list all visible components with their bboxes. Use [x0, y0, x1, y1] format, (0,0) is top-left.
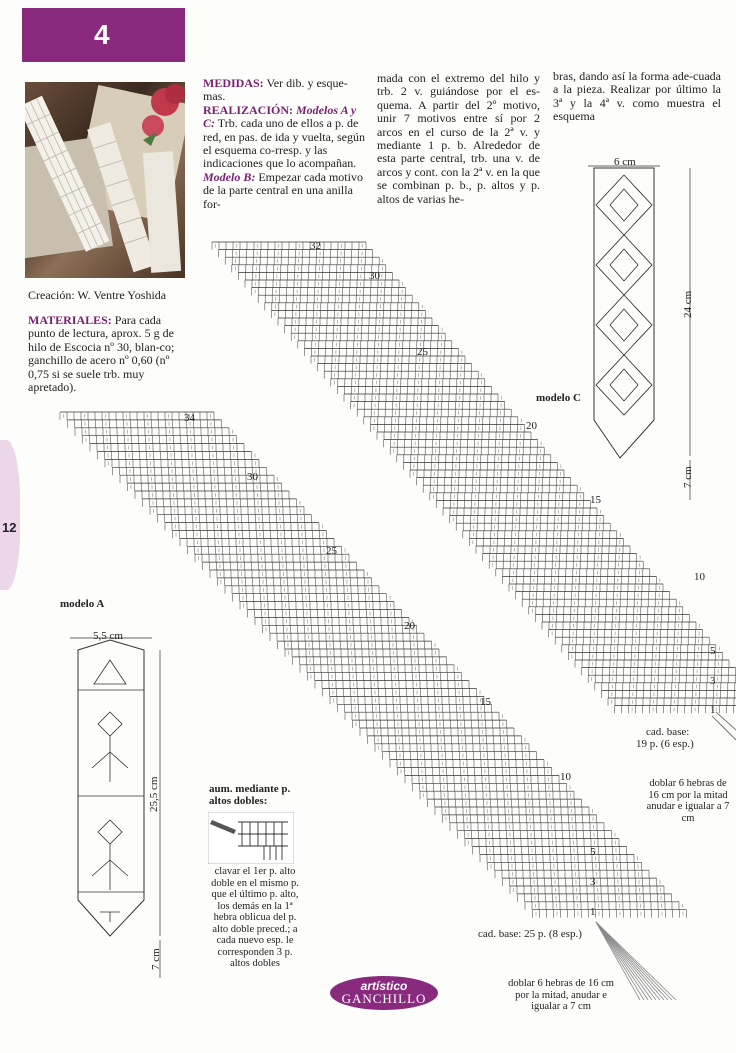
- chart-b-row-label: 1: [710, 704, 716, 716]
- modelo-c-length: 24 cm: [682, 290, 694, 318]
- modelo-c-tail: 7 cm: [682, 466, 694, 488]
- credit: Creación: W. Ventre Yoshida: [28, 288, 167, 302]
- stitch-title: aum. mediante p. altos dobles:: [209, 783, 291, 807]
- chart-b-row-label: 15: [590, 494, 601, 506]
- modelo-a-motif: [98, 820, 122, 844]
- chart-a-row-label: 20: [404, 620, 415, 632]
- modelo-c-motif: [610, 369, 638, 401]
- chart-b-row-label: 25: [417, 346, 428, 358]
- modelo-c-motif: [610, 309, 638, 341]
- instructions-col-2: mada con el extremo del hilo y trb. 2 v. guiándose por el es-quema. A partir del 2º motivo, unir 7 motivos entre sí por 2 arcos en el curso de la 2ª v. y mediante 1 p. b. Alrededor de esta parte central, trb. una v. de arcos y cont. con la 2ª v. en la que se combinan p. b., p. altos y p. altos de varias he-: [377, 71, 540, 206]
- stitch-inset-diagram: [208, 812, 294, 864]
- modelo-a-motif: [94, 660, 126, 684]
- diagram-modelo-a: [70, 638, 160, 978]
- chart-b-row-label: 30: [369, 270, 380, 282]
- modelo-a-length: 25,5 cm: [148, 776, 160, 812]
- chart-b-row-label: 10: [694, 571, 705, 583]
- modelo-a-motif: [92, 844, 128, 890]
- modelo-a-motif: [100, 912, 120, 922]
- modelo-a-motif: [98, 712, 122, 736]
- chart-a-row-label: 10: [560, 771, 571, 783]
- modelo-a-width: 5,5 cm: [93, 630, 123, 642]
- modelo-c-motif: [596, 295, 652, 355]
- chart-b-base-label: 19 p. (6 esp.): [636, 738, 694, 750]
- chart-b-row-label: 20: [526, 420, 537, 432]
- modelo-c-motif: [610, 189, 638, 221]
- instructions-col-3: bras, dando así la forma ade-cuada a la pieza. Realizar por último la 3ª y la 4ª v. como muestra el esquema: [553, 69, 721, 124]
- chart-a-row-label: 30: [247, 471, 258, 483]
- chart-a-row-label: 3: [590, 876, 596, 888]
- tassel-note-b: doblar 6 hebras de 16 cm por la mitad anudar e igualar a 7 cm: [646, 778, 730, 824]
- pattern-number-badge: 4: [22, 8, 185, 62]
- chart-a-row-label: 25: [326, 545, 337, 557]
- ganchillo-logo: artístico GANCHILLO: [330, 976, 438, 1010]
- modelo-c-motif: [596, 235, 652, 295]
- chart-b-row-label: 32: [310, 240, 321, 252]
- chart-b-base-label: cad. base:: [646, 726, 690, 738]
- realizacion-heading: REALIZACIÓN:: [203, 102, 294, 117]
- modelo-c-motif: [596, 355, 652, 415]
- medidas-heading: MEDIDAS:: [203, 76, 264, 90]
- stitch-instructions: clavar el 1er p. alto doble en el mismo p. que el último p. alto, los demás en la 1ª hebra oblicua del p. alto doble preced.; a cada nuevo esp. le corresponden 3 p. altos dobles: [211, 866, 299, 969]
- tassel-note-a: doblar 6 hebras de 16 cm por la mitad, anudar e igualar a 7 cm: [508, 978, 614, 1012]
- diagram-modelo-c: [588, 166, 690, 500]
- modelo-c-width: 6 cm: [614, 156, 636, 168]
- chart-b-row-label: 5: [710, 645, 716, 657]
- chart-modelo-b: [212, 242, 736, 740]
- modelo-c-motif: [610, 249, 638, 281]
- modelo-a-motif: [92, 736, 128, 782]
- chart-a-row-label: 34: [184, 412, 195, 424]
- instructions-col-1: MEDIDAS: Ver dib. y esque-mas. REALIZACIÓN: Modelos A y C: Trb. cada uno de ellos a p. de red, en pas. de ida y vuelta, según el esquema co-rresp. y las indicaciones que lo acompañan. Modelo B: Empezar cada motivo de la parte central en una anilla for-: [203, 76, 365, 211]
- chart-a-row-label: 5: [590, 846, 596, 858]
- modelo-a-label: modelo A: [60, 598, 105, 610]
- chart-a-row-label: 1: [590, 906, 596, 918]
- side-page-number: 12: [2, 520, 17, 535]
- chart-b-row-label: 3: [710, 675, 716, 687]
- chart-a-row-label: 15: [480, 696, 491, 708]
- chart-a-base-label: cad. base: 25 p. (8 esp.): [478, 928, 582, 940]
- materials: MATERIALES: Para cada punto de lectura, aprox. 5 g de hilo de Escocia nº 30, blan-co; ganchillo de acero nº 0,60 (nº 0,75 si se suele trb. muy apretado).: [28, 313, 175, 395]
- modelo-a-tail: 7 cm: [150, 948, 162, 970]
- modelo-c-label: modelo C: [536, 392, 581, 404]
- tassel-b: [712, 712, 736, 740]
- modelo-c-motif: [596, 175, 652, 235]
